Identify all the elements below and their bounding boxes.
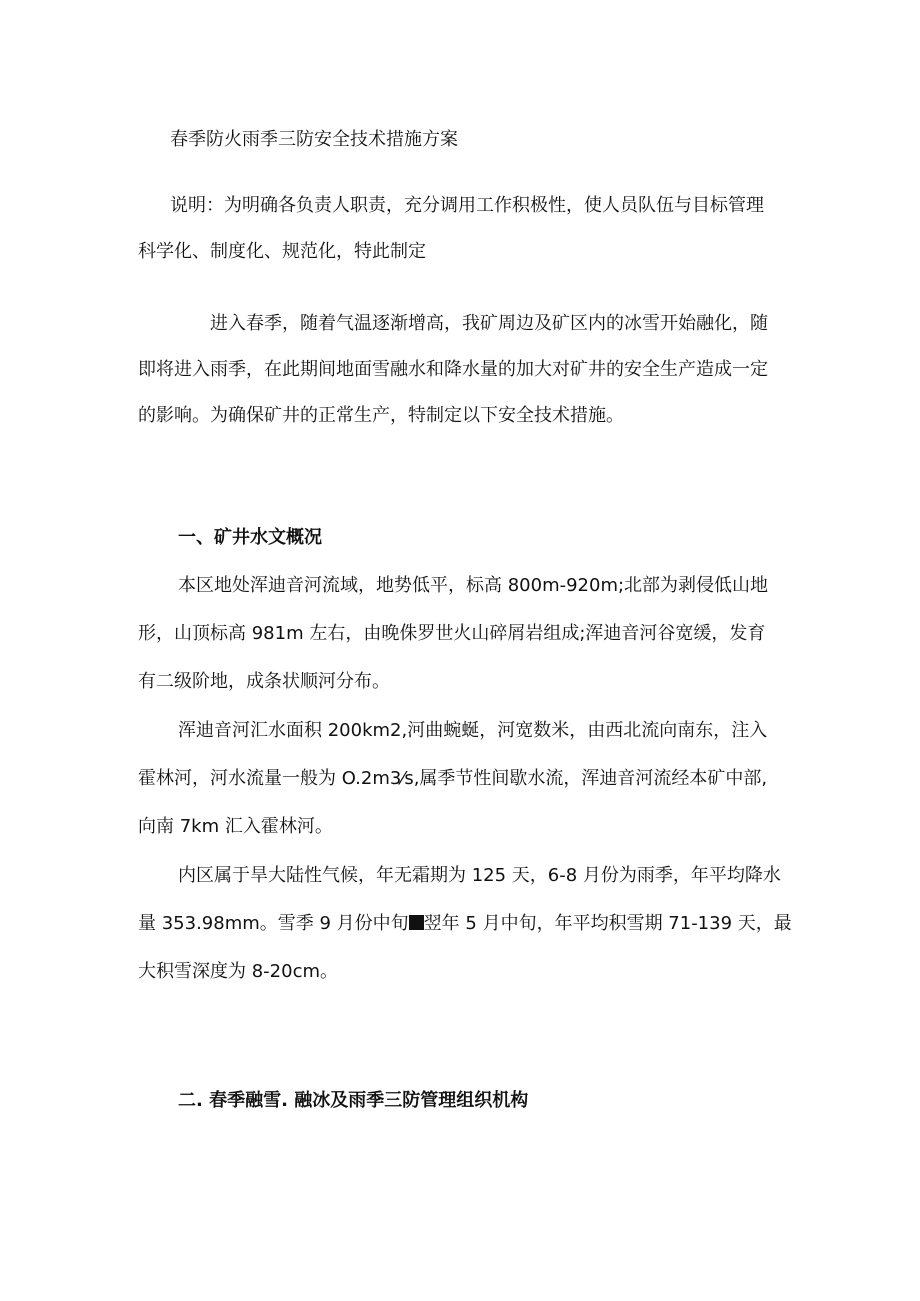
preface-line-3: 的影响。为确保矿井的正常生产，特制定以下安全技术措施。 [138, 405, 624, 426]
section1-heading: 一、矿井水文概况 [178, 527, 322, 548]
s1-p3-line-2-start: 量 353.98mm。雪季 9 月份中旬 [138, 913, 409, 934]
intro-line-1: 说明：为明确各负责人职责，充分调用工作积极性，使人员队伍与目标管理 [170, 195, 764, 216]
s1-p1-line-2: 形，山顶标高 981m 左右，由晚侏罗世火山碎屑岩组成;浑迪音河谷宽缓，发育 [138, 623, 766, 644]
s1-p2-line-1: 浑迪音河汇水面积 200km2,河曲蜿蜒，河宽数米，由西北流向南东，注入 [178, 720, 768, 741]
s1-p3-line-3: 大积雪深度为 8-20cm。 [138, 961, 339, 982]
preface-line-1: 进入春季，随着气温逐渐增高，我矿周边及矿区内的冰雪开始融化，随 [210, 313, 768, 334]
preface-line-2: 即将进入雨季，在此期间地面雪融水和降水量的加大对矿井的安全生产造成一定 [138, 359, 768, 380]
document-title: 春季防火雨季三防安全技术措施方案 [170, 129, 458, 150]
s1-p3-line-2-end: 翌年 5 月中旬，年平均积雪期 71-139 天，最 [423, 913, 792, 934]
s1-p3-line-1: 内区属于旱大陆性气候，年无霜期为 125 天，6-8 月份为雨季，年平均降水 [178, 865, 781, 886]
s1-p3-line-2 [138, 912, 792, 936]
s1-p1-line-3: 有二级阶地，成条状顺河分布。 [138, 671, 390, 692]
s1-p1-line-1: 本区地处浑迪音河流域，地势低平，标高 800m-920m;北部为剥侵低山地 [178, 575, 769, 596]
s1-p2-line-3: 向南 7km 汇入霍林河。 [138, 816, 333, 837]
section2-heading: 二. 春季融雪. 融冰及雨季三防管理组织机构 [178, 1090, 529, 1111]
s1-p2-line-2: 霍林河，河水流量一般为 O.2m3⁄s,属季节性间歇水流，浑迪音河流经本矿中部, [138, 768, 768, 789]
black-square-glyph [409, 915, 424, 930]
intro-line-2: 科学化、制度化、规范化，特此制定 [138, 241, 426, 262]
